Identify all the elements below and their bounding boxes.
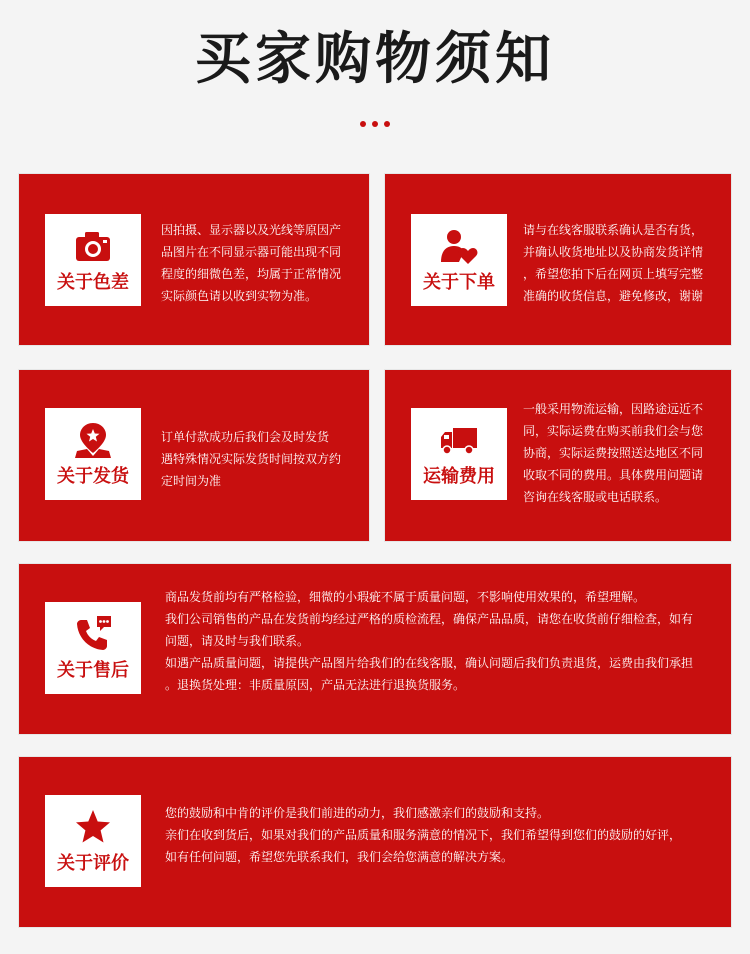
description-line: 遇特殊情况实际发货时间按双方约 — [161, 452, 342, 466]
card-description — [165, 802, 681, 868]
description-line: 问题，请及时与我们联系。 — [165, 634, 310, 648]
description-line: 实际颜色请以收到实物为准。 — [161, 289, 318, 303]
icon-box-shipping-cost — [411, 408, 507, 500]
phone-chat-icon — [73, 614, 113, 654]
card-label: 关于评价 — [57, 853, 129, 874]
divider-dot — [360, 121, 366, 127]
description-line: 一般采用物流运输，因路途远近不 — [523, 402, 704, 416]
divider-dot — [384, 121, 390, 127]
description-line: 定时间为准 — [161, 474, 222, 488]
card-label: 关于售后 — [57, 660, 129, 681]
description-line: 亲们在收到货后，如果对我们的产品质量和服务满意的情况下，我们希望得到您们的鼓励的好评， — [165, 828, 682, 842]
card-ordering — [384, 173, 732, 346]
card-reviews — [18, 756, 732, 928]
icon-box-color-difference — [45, 214, 141, 306]
title-divider-dots — [0, 121, 750, 127]
description-line: 因拍摄、显示器以及光线等原因产 — [161, 223, 342, 237]
description-line: 同，实际运费在购买前我们会与您 — [523, 424, 704, 438]
truck-icon — [439, 420, 479, 460]
description-line: 程度的细微色差，均属于正常情况 — [161, 267, 342, 281]
card-shipping-cost — [384, 369, 732, 542]
description-line: 如有任何问题，希望您先联系我们，我们会给您满意的解决方案。 — [165, 850, 514, 864]
card-after-sales — [18, 563, 732, 735]
card-label: 关于下单 — [423, 272, 495, 293]
description-line: 。退换货处理：非质量原因，产品无法进行退换货服务。 — [165, 678, 466, 692]
icon-box-reviews — [45, 795, 141, 887]
star-icon — [73, 807, 113, 847]
description-line: 品图片在不同显示器可能出现不同 — [161, 245, 342, 259]
card-description — [523, 398, 703, 508]
camera-icon — [73, 226, 113, 266]
description-line: 如遇产品质量问题，请提供产品图片给我们的在线客服，确认问题后我们负责退货，运费由我们承担 — [165, 656, 694, 670]
description-line: 收取不同的费用。具体费用问题请 — [523, 468, 704, 482]
card-color-difference — [18, 173, 370, 346]
description-line: 协商，实际运费按照送达地区不同 — [523, 446, 704, 460]
user-heart-icon — [439, 226, 479, 266]
card-description — [161, 219, 341, 307]
description-line: ，希望您拍下后在网页上填写完整 — [523, 267, 704, 281]
card-description — [165, 586, 693, 696]
card-label: 运输费用 — [423, 466, 495, 487]
icon-box-ordering — [411, 214, 507, 306]
page-title: 买家购物须知 — [195, 27, 555, 92]
icon-box-after-sales — [45, 602, 141, 694]
location-pin-icon — [73, 420, 113, 460]
description-line: 您的鼓励和中肯的评价是我们前进的动力，我们感激亲们的鼓励和支持。 — [165, 806, 550, 820]
icon-box-shipping — [45, 408, 141, 500]
description-line: 咨询在线客服或电话联系。 — [523, 490, 668, 504]
description-line: 并确认收货地址以及协商发货详情 — [523, 245, 704, 259]
description-line: 订单付款成功后我们会及时发货 — [161, 430, 330, 444]
divider-dot — [372, 121, 378, 127]
card-label: 关于色差 — [57, 272, 129, 293]
description-line: 准确的收货信息，避免修改，谢谢 — [523, 289, 704, 303]
description-line: 请与在线客服联系确认是否有货， — [523, 223, 704, 237]
description-line: 我们公司销售的产品在发货前均经过严格的质检流程，确保产品品质，请您在收货前仔细检查，如有 — [165, 612, 694, 626]
card-description — [523, 219, 703, 307]
card-label: 关于发货 — [57, 466, 129, 487]
card-shipping — [18, 369, 370, 542]
card-description — [161, 426, 341, 492]
description-line: 商品发货前均有严格检验，细微的小瑕疵不属于质量问题，不影响使用效果的，希望理解。 — [165, 590, 646, 604]
